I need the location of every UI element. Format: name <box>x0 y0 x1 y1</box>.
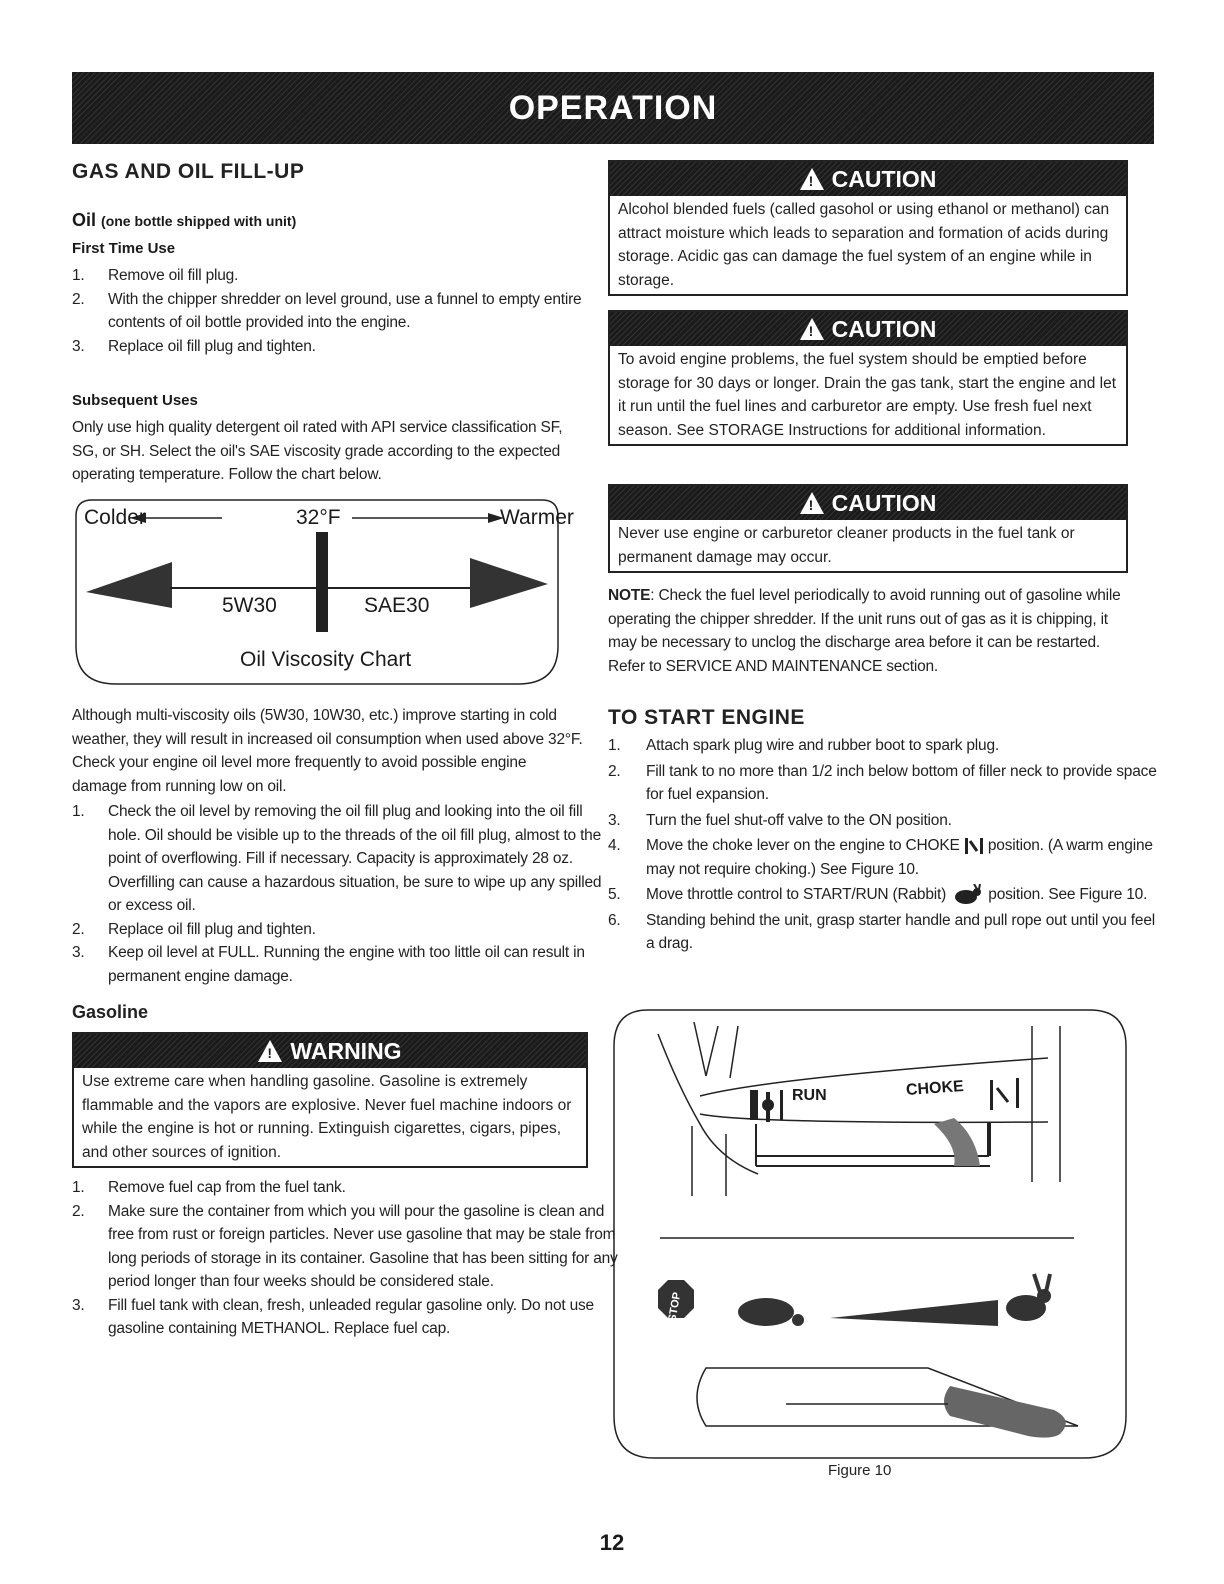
caution-label: CAUTION <box>831 315 937 342</box>
first-time-steps <box>72 264 628 358</box>
oil-note: (one bottle shipped with unit) <box>101 213 297 229</box>
list-item: 1. Check the oil level by removing the oil fill plug and looking into the oil fill hole. Oil should be visible up to the threads of the oil fill plug, almost to the point of overflowing. Fill if necessary. Capacity is approximately 28 oz. Overfilling can cause a hazardous situation, be sure to wipe up any spilled or excess oil. <box>72 803 602 914</box>
warning-text: Use extreme care when handling gasoline. Gasoline is extremely flammable and the vapors are explosive. Never fuel machine indoors or while the engine is hot or running. Extinguish cigarettes, cigars, pipes, and other sources of ignition. <box>82 1073 572 1161</box>
caution-text-1: Alcohol blended fuels (called gasohol or using ethanol or methanol) can attract moisture which leads to separation and formation of acids during storage. Acidic gas can damage the fuel system of an engine while in storage. <box>618 201 1110 289</box>
start-engine-title: TO START ENGINE <box>608 706 805 729</box>
caution-text-2: To avoid engine problems, the fuel system should be emptied before storage for 30 days or longer. Drain the gas tank, start the engine and let it run until the fuel lines and carburetor are empty. Use fresh fuel next season. See STORAGE Instructions for additional information. <box>618 351 1117 439</box>
list-item: 2. Make sure the container from which you will pour the gasoline is clean and free from rust or foreign particles. Never use gasoline that may be stale from long periods of storage in its container. Gasoline that has been sitting for any period longer than four weeks should be considered stale. <box>72 1202 618 1290</box>
page-number: 12 <box>599 1530 625 1555</box>
figure-choke-label: CHOKE <box>905 1078 965 1099</box>
caution-box-1 <box>608 160 1128 296</box>
caution-triangle-icon <box>800 318 824 340</box>
caution-label: CAUTION <box>831 489 937 516</box>
list-item: 4. Move the choke lever on the engine to CHOKE position. (A warm engine may not require choking.) See Figure 10. <box>608 837 1153 878</box>
chart-colder: Colder <box>84 506 146 529</box>
chart-caption: Oil Viscosity Chart <box>240 648 412 671</box>
caution-label: CAUTION <box>831 165 937 192</box>
oil-check-steps <box>72 800 608 988</box>
gas-oil-title: GAS AND OIL FILL-UP <box>72 160 305 183</box>
warning-triangle-icon <box>258 1040 282 1062</box>
first-time-title: First Time Use <box>72 240 176 257</box>
caution-header <box>610 486 1126 520</box>
oil-heading <box>72 210 296 231</box>
list-item: 6. Standing behind the unit, grasp starter handle and pull rope out until you feel a drag. <box>608 911 1155 952</box>
figure-10 <box>608 1006 1130 1462</box>
subsequent-title: Subsequent Uses <box>72 392 198 409</box>
list-item: 3. Replace oil fill plug and tighten. <box>72 337 316 355</box>
banner-title: OPERATION <box>508 88 718 127</box>
warning-box <box>72 1032 588 1168</box>
oil-title: Oil <box>72 210 97 230</box>
rabbit-icon <box>950 884 984 906</box>
figure-caption: Figure 10 <box>828 1462 892 1479</box>
warning-header <box>74 1034 586 1068</box>
chart-warmer: Warmer <box>500 506 574 529</box>
chart-right-oil: SAE30 <box>364 594 430 617</box>
warning-label: WARNING <box>290 1037 402 1064</box>
caution-box-3 <box>608 484 1128 573</box>
chart-left-oil: 5W30 <box>222 594 277 617</box>
figure-stop-label: STOP <box>666 1291 684 1323</box>
list-item: 5. Move throttle control to START/RUN (Rabbit) position. See Figure 10. <box>646 883 1158 907</box>
note-paragraph <box>608 584 1124 678</box>
caution-header <box>610 162 1126 196</box>
note-text: : Check the fuel level periodically to avoid running out of gasoline while operating the chipper shredder. If the unit runs out of gas as it is chipping, it may be necessary to unclog the discharge area before it can be restarted. Refer to SERVICE AND MAINTENANCE section. <box>608 587 1121 675</box>
note-label: NOTE <box>608 587 651 604</box>
list-item: 2. With the chipper shredder on level ground, use a funnel to empty entire contents of oil bottle provided into the engine. <box>72 290 582 331</box>
gasoline-steps <box>72 1176 618 1341</box>
caution-header <box>610 312 1126 346</box>
caution-triangle-icon <box>800 492 824 514</box>
list-item: 2. Replace oil fill plug and tighten. <box>72 920 316 938</box>
start-engine-steps <box>608 734 1158 956</box>
list-item: 1. Attach spark plug wire and rubber boot to spark plug. <box>608 737 999 754</box>
list-item: 2. Fill tank to no more than 1/2 inch below bottom of filler neck to provide space for fuel expansion. <box>608 762 1157 803</box>
caution-box-2 <box>608 310 1128 446</box>
multi-viscosity-text: Although multi-viscosity oils (5W30, 10W30, etc.) improve starting in cold weather, they will result in increased oil consumption when used above 32°F. Check your engine oil level more frequently to avoid possible engine damage from running low on oil. <box>72 707 583 795</box>
list-item: 3. Turn the fuel shut-off valve to the ON position. <box>608 811 952 829</box>
caution-triangle-icon <box>800 168 824 190</box>
chart-temp: 32°F <box>296 506 341 529</box>
caution-text-3: Never use engine or carburetor cleaner products in the fuel tank or permanent damage may occur. <box>618 525 1075 566</box>
choke-icon <box>964 837 984 855</box>
figure-run-label: RUN <box>792 1087 827 1104</box>
subsequent-text: Only use high quality detergent oil rated with API service classification SF, SG, or SH. Select the oil's SAE viscosity grade according to the expected operating temperature. Follow the chart below. <box>72 419 563 483</box>
list-item: 3. Keep oil level at FULL. Running the engine with too little oil can result in permanent engine damage. <box>72 944 585 985</box>
gasoline-title: Gasoline <box>72 1002 149 1022</box>
section-banner <box>72 72 1154 144</box>
list-item: 1. Remove oil fill plug. <box>72 267 239 284</box>
list-item: 1. Remove fuel cap from the fuel tank. <box>72 1179 346 1196</box>
list-item: 3. Fill fuel tank with clean, fresh, unleaded regular gasoline only. Do not use gasoline containing METHANOL. Replace fuel cap. <box>72 1296 594 1337</box>
